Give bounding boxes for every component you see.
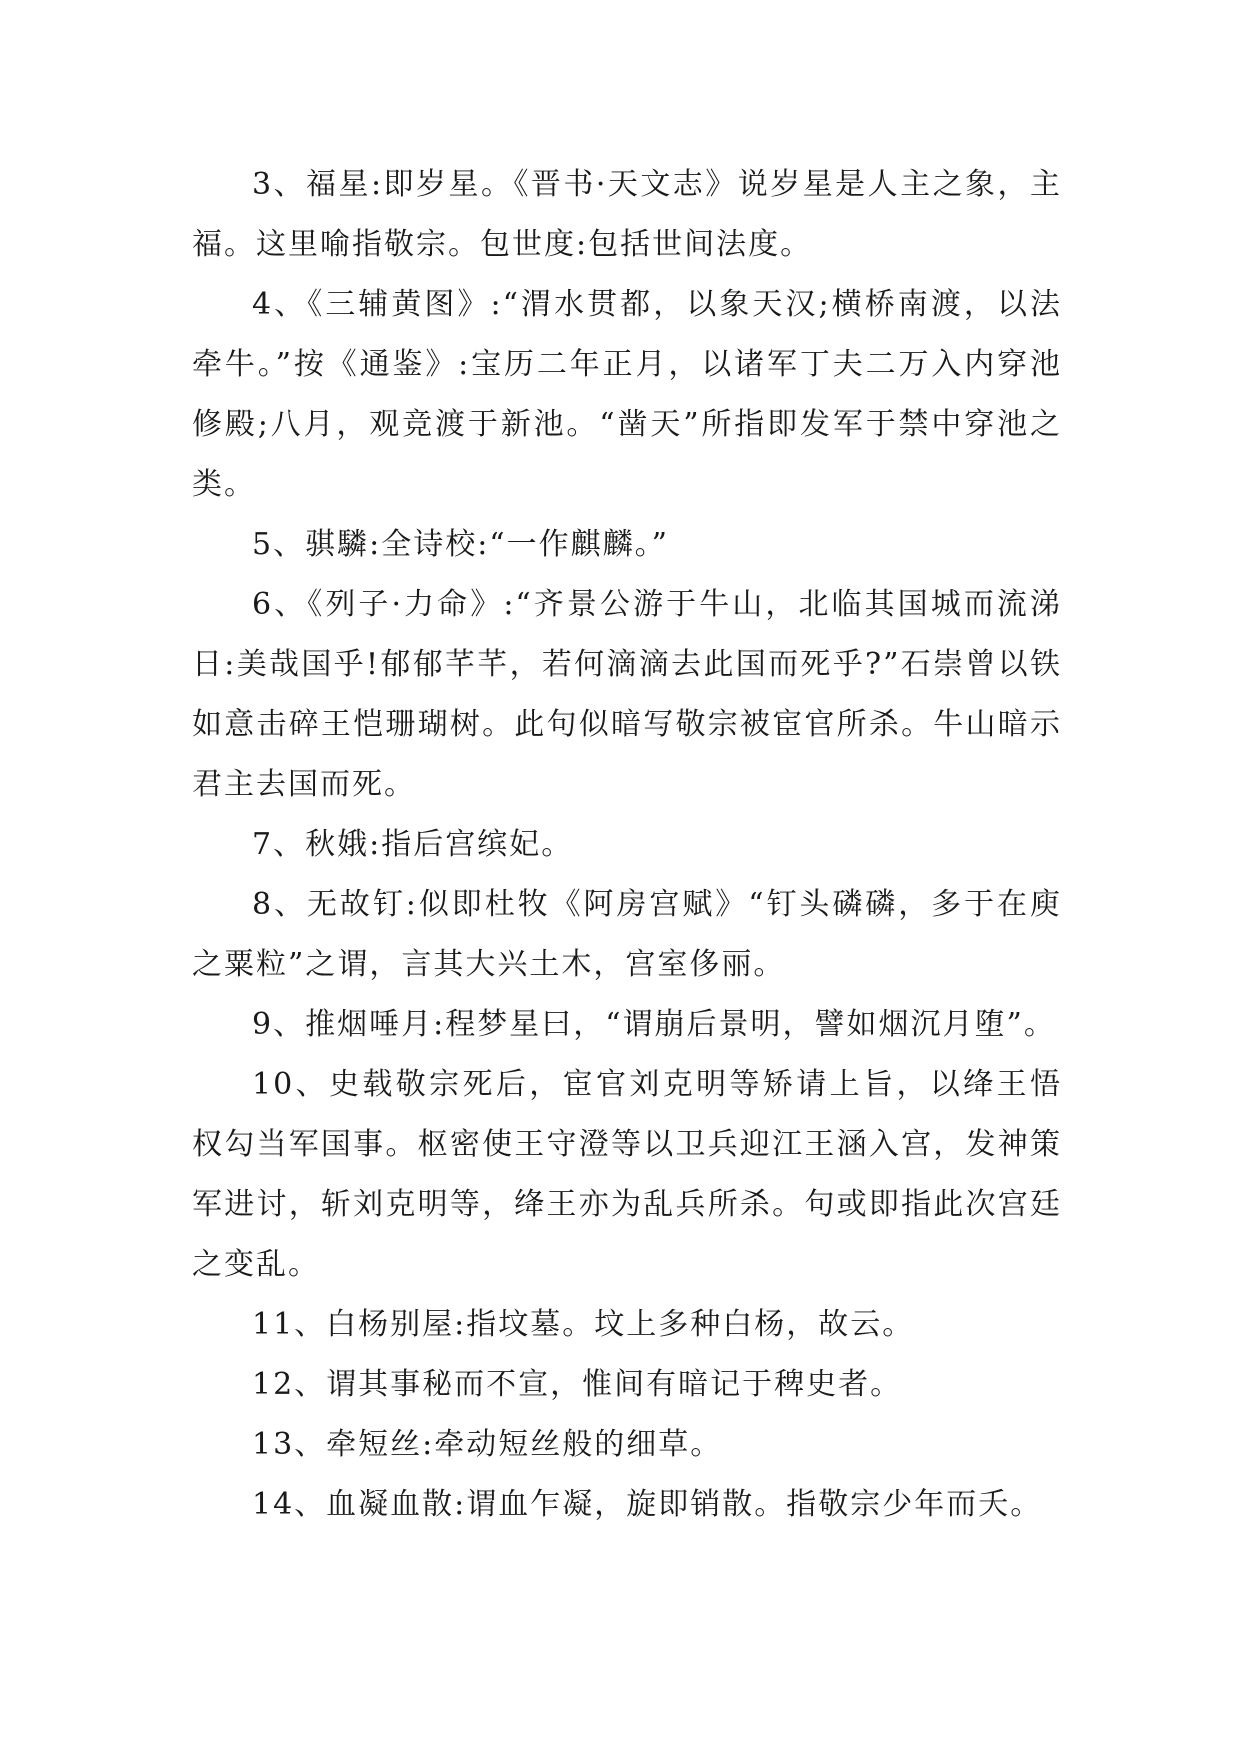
note-13: 13、牵短丝:牵动短丝般的细草。 xyxy=(252,1427,723,1462)
note-7: 7、秋娥:指后宫缤妃。 xyxy=(252,827,574,862)
note-4: 4、《三辅黄图》:“渭水贯都，以象天汉;横桥南渡，以法牵牛。”按《通鉴》:宝历二年正月，以诸军丁夫二万入内穿池修殿;八月，观竞渡于新池。“凿天”所指即发军于禁中穿池之类。 xyxy=(192,287,1062,502)
note-9: 9、推烟唾月:程梦星曰，“谓崩后景明，譬如烟沉月堕”。 xyxy=(252,1007,1056,1042)
note-11: 11、白杨别屋:指坟墓。坟上多种白杨，故云。 xyxy=(252,1307,915,1342)
note-5: 5、骐驎:全诗校:“一作麒麟。” xyxy=(252,527,669,562)
note-14: 14、血凝血散:谓血乍凝，旋即销散。指敬宗少年而夭。 xyxy=(252,1487,1043,1522)
note-10: 10、史载敬宗死后，宦官刘克明等矫请上旨，以绛王悟权勾当军国事。枢密使王守澄等以卫兵迎江王涵入宫，发神策军进讨，斩刘克明等，绛王亦为乱兵所杀。句或即指此次宫廷之变乱。 xyxy=(192,1067,1062,1282)
note-8: 8、无故钉:似即杜牧《阿房宫赋》“钉头磷磷，多于在庾之粟粒”之谓，言其大兴土木，宫室侈丽。 xyxy=(192,887,1062,982)
note-6: 6、《列子·力命》:“齐景公游于牛山，北临其国城而流涕日:美哉国乎!郁郁芊芊，若何滴滴去此国而死乎?”石崇曾以铁如意击碎王恺珊瑚树。此句似暗写敬宗被宦官所杀。牛山暗示君主去国而死。 xyxy=(192,587,1062,802)
note-12: 12、谓其事秘而不宣，惟间有暗记于稗史者。 xyxy=(252,1367,903,1402)
notes-body xyxy=(192,155,1062,1535)
note-3: 3、福星:即岁星。《晋书·天文志》说岁星是人主之象，主福。这里喻指敬宗。包世度:包括世间法度。 xyxy=(192,167,1062,262)
